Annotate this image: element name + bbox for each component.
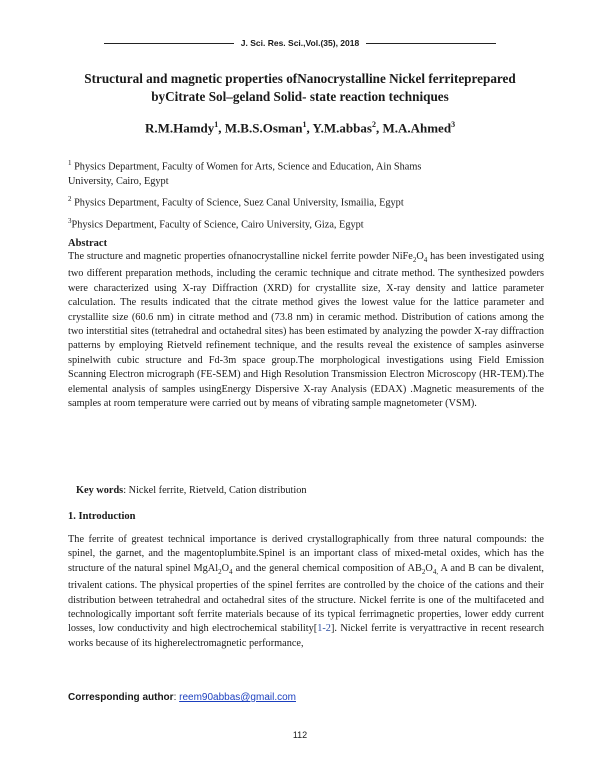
author-email-link[interactable]: reem90abbas@gmail.com <box>179 692 296 703</box>
title-line-2: byCitrate Sol–geland Solid- state reaction techniques <box>151 89 449 104</box>
journal-citation: J. Sci. Res. Sci.,Vol.(35), 2018 <box>240 38 360 48</box>
author-affiliation-mark: 3 <box>451 120 456 129</box>
keywords-text: : Nickel ferrite, Rietveld, Cation distribution <box>123 485 307 496</box>
corresponding-author: Corresponding author: reem90abbas@gmail.com <box>68 692 296 703</box>
paper-title <box>60 70 540 106</box>
affiliation-3: $^3$Physics Department, Faculty of Science, Cairo University, Giza, Egypt <box>68 216 364 231</box>
introduction-heading: 1. Introduction <box>68 511 136 522</box>
keywords <box>76 485 307 496</box>
author-affiliation-mark: 2 <box>371 120 376 129</box>
affiliations <box>68 156 538 235</box>
author-name: M.A.Ahmed <box>382 120 452 136</box>
page-number: 112 <box>292 730 308 740</box>
title-line-1: Structural and magnetic properties ofNanocrystalline Nickel ferriteprepared <box>84 71 516 86</box>
author-name: M.B.S.Osman <box>224 120 303 136</box>
author-name: R.M.Hamdy <box>144 120 215 136</box>
affiliation-1: $^1$ Physics Department, Faculty of Women for Arts, Science and Education, Ain Shams University, Cairo, Egypt <box>68 159 422 187</box>
author-list: R.M.Hamdy$^1$, M.B.S.Osman$^1$, Y.M.abbas$^2$, M.A.Ahmed$^3$ <box>144 120 456 136</box>
author-affiliation-mark: 1 <box>302 120 307 129</box>
keywords-label: Key words <box>76 485 124 496</box>
header-rule-left <box>104 43 234 44</box>
author-affiliation-mark: 1 <box>214 120 219 129</box>
citation-link[interactable]: 1-2 <box>317 623 331 635</box>
author-name: Y.M.abbas <box>312 120 372 136</box>
journal-header <box>0 38 600 48</box>
abstract-body: The structure and magnetic properties ofnanocrystalline nickel ferrite powder $NiFe_2O_4$ has been investigated using two different preparation methods, including the ceramic technique and citrate method. The synthesized powders were characterized using X-ray Diffraction (XRD) for crystallite size, X-ray density and lattice parameter calculation. The results indicated that the citrate method gives the lowest value for the lattice parameter and crystallite size (60.6 nm) in citrate method and (73.8 nm) in ceramic method. Distribution of cations among the two interstitial sites (tetrahedral and octahedral sites) has been estimated by analyzing the powder X-ray diffraction patterns by employing Rietveld refinement technique, and the results reveal the existence of samples asinverse spinelwith cubic structure and Fd-3m space group.The morphological investigations using Field Emission Scanning Electron micrograph (FE-SEM) and High Resolution Transmission Electron Microscopy (HR-TEM).The elemental analysis of samples usingEnergy Dispersive X-ray Analysis (EDAX) .Magnetic measurements of the samples at room temperature were carried out by means of vibrating sample magnetometer (VSM). <box>68 251 544 410</box>
affiliation-2: $^2$ Physics Department, Faculty of Science, Suez Canal University, Ismailia, Egypt <box>68 195 404 209</box>
abstract-heading: Abstract <box>68 238 108 249</box>
corresponding-author-label: Corresponding author <box>68 692 174 703</box>
header-rule-right <box>366 43 496 44</box>
introduction-body: The ferrite of greatest technical importance is derived crystallographically from three natural compounds: the spinel, the garnet, and the magentoplumbite.Spinel is an important class of mixed-metal oxides, which has the structure of the natural spinel $MgAl_2O_4$ and the general chemical composition of $AB_2O_{4,}$ A and B can be divalent, trivalent cations. The physical properties of the spinel ferrites are controlled by the choice of the cations and their distribution between tetrahedral and octahedral sites of the structure. Nickel ferrite is one of the multifaceted and technologically important soft ferrite materials because of its typical ferrimagnetic properties, lower eddy current losses, low conductivity and high electrochemical stability[1-2]. Nickel ferrite is veryattractive in recent research works because of its higherelectromagnetic performance, <box>68 534 545 649</box>
